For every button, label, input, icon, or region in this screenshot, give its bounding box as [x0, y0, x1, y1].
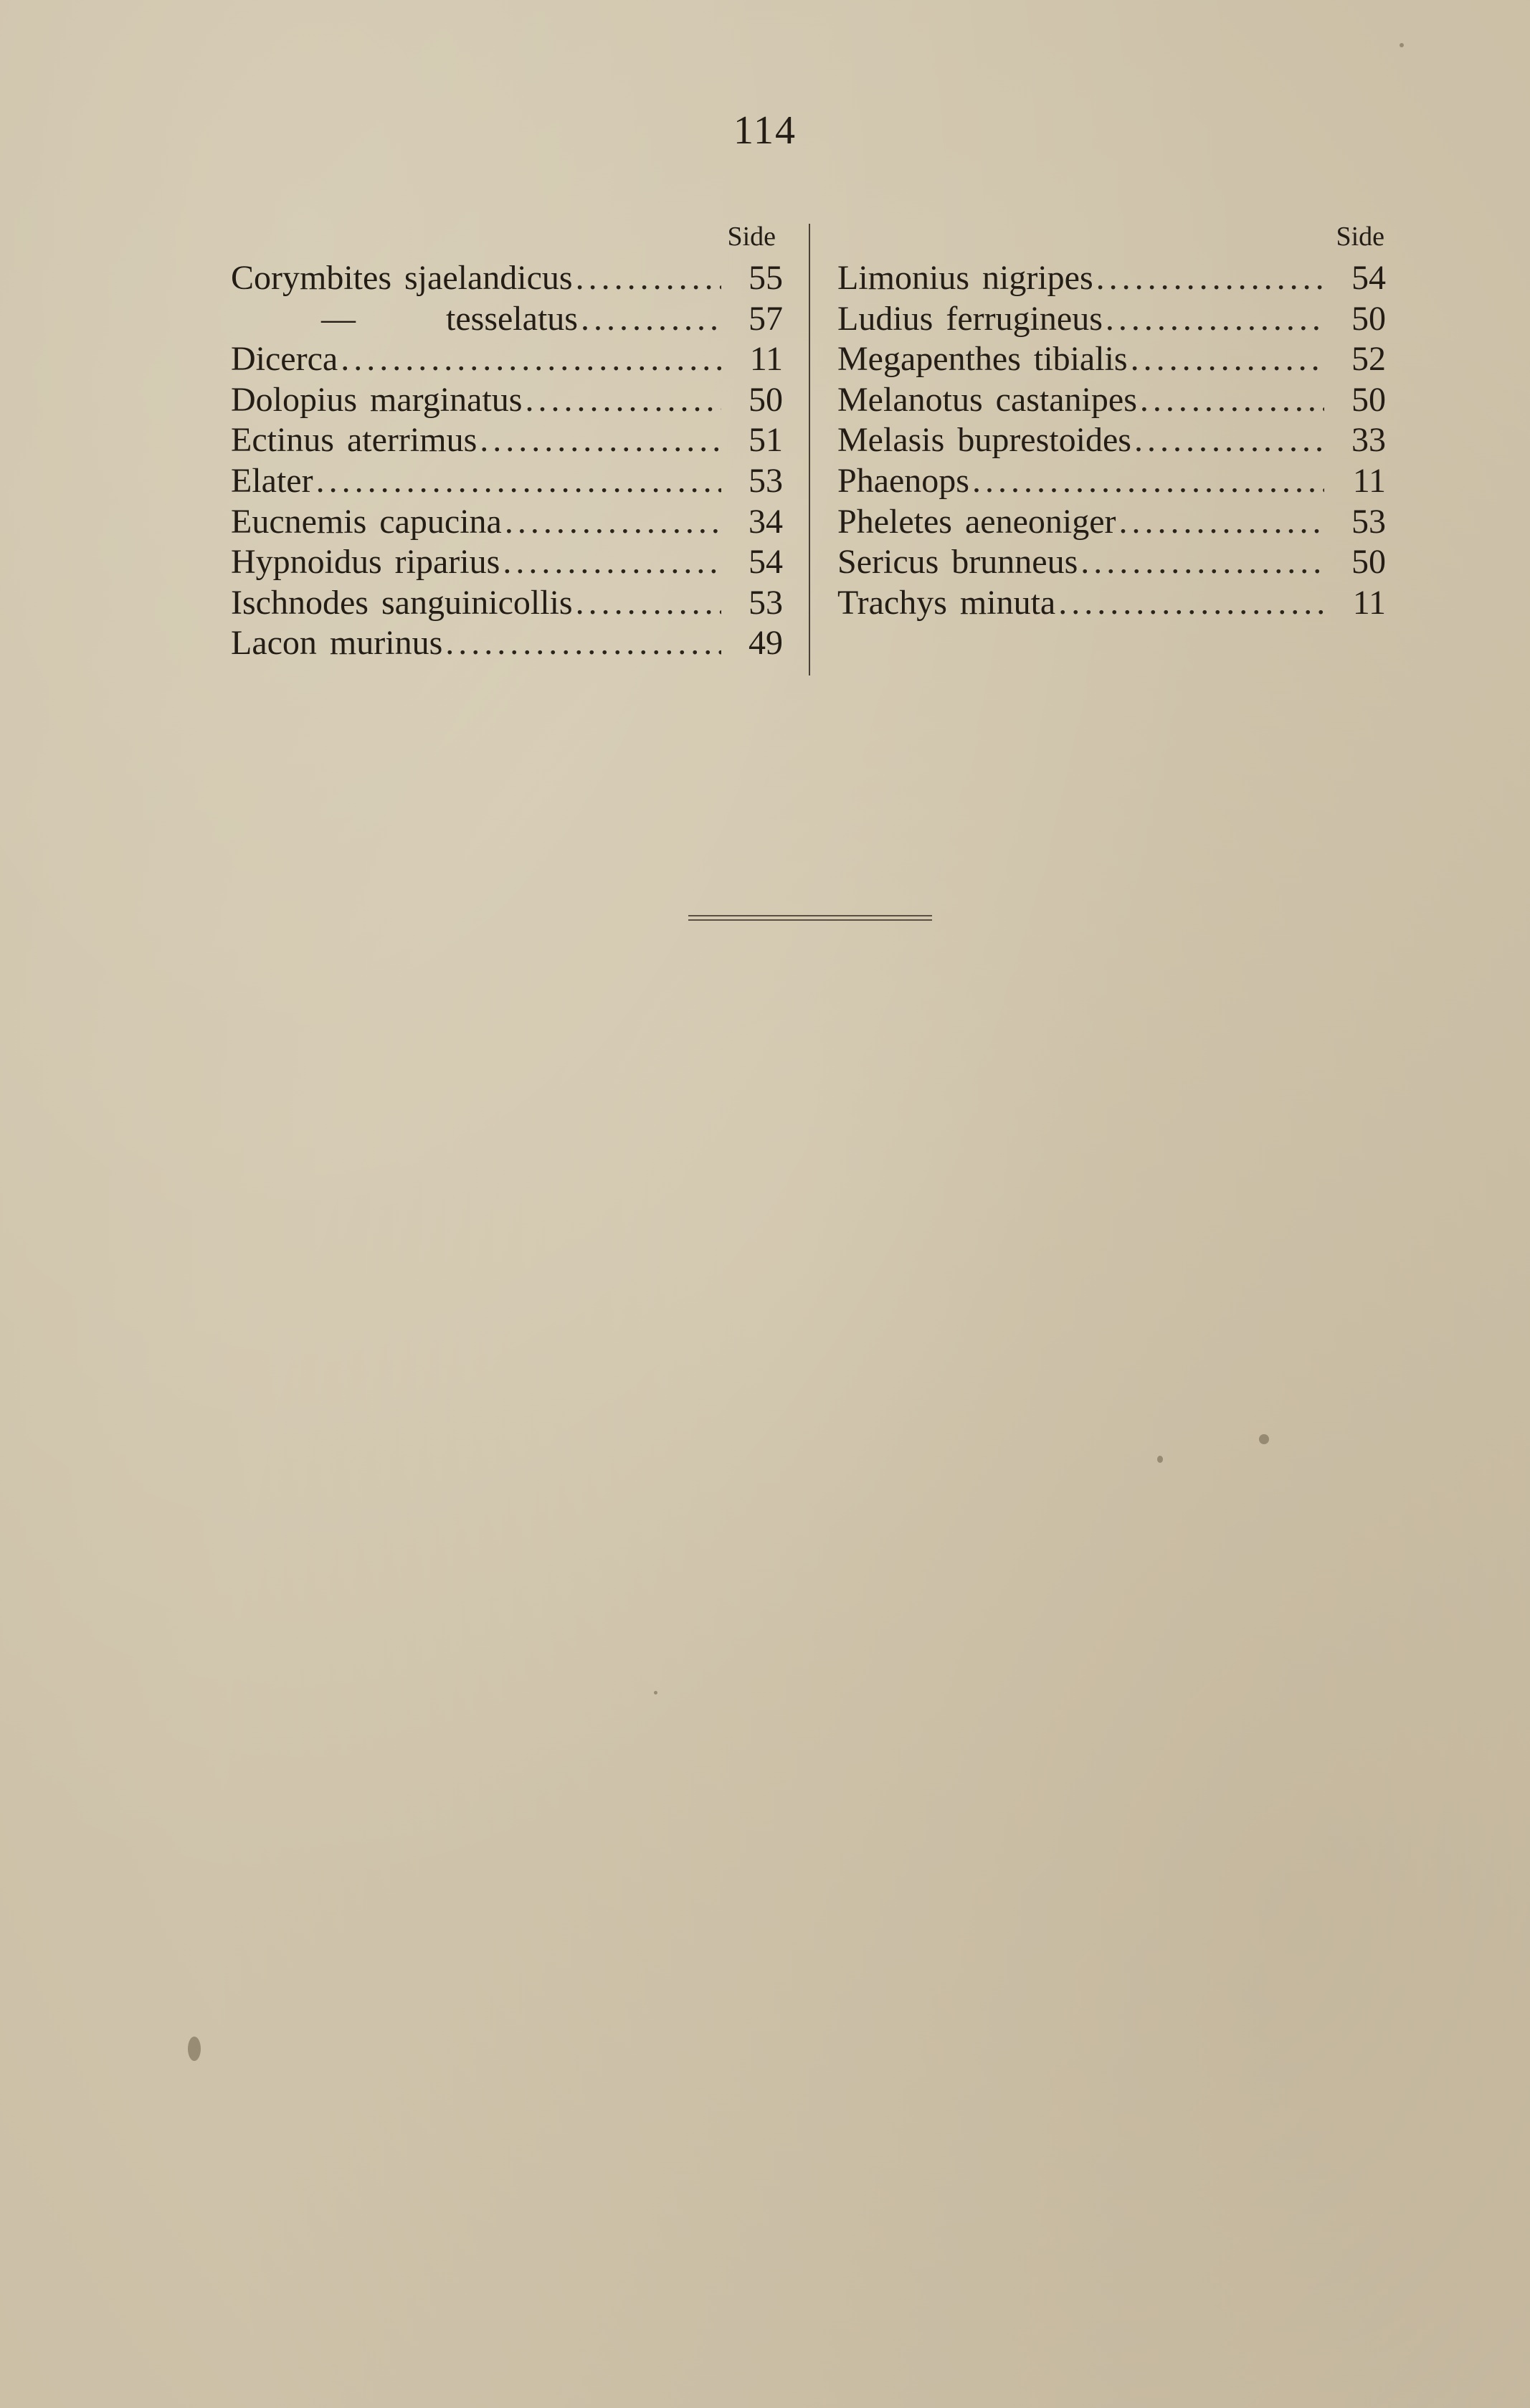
index-entry — [231, 461, 783, 502]
index-entry — [837, 420, 1386, 461]
leader-dots — [500, 542, 721, 583]
index-entry — [231, 299, 783, 340]
entry-page: 50 — [1351, 380, 1386, 419]
leader-dots — [313, 461, 721, 502]
entry-name: Pheletes aeneoniger — [837, 502, 1116, 541]
entry-page: 54 — [1351, 259, 1386, 297]
leader-dots — [338, 339, 721, 380]
index-column-right — [837, 215, 1386, 623]
entry-page: 55 — [749, 259, 783, 297]
entry-page: 33 — [1351, 421, 1386, 460]
entry-page: 53 — [749, 583, 783, 622]
entry-page: 53 — [749, 461, 783, 500]
leader-dots — [578, 299, 721, 340]
leader-dots — [1078, 542, 1324, 583]
entry-page: 54 — [749, 543, 783, 582]
index-entry — [231, 502, 783, 543]
entry-page: 11 — [1352, 583, 1386, 622]
index-entry — [837, 461, 1386, 502]
entry-page: 57 — [749, 299, 783, 338]
leader-dots — [1116, 502, 1325, 543]
index-entry — [231, 583, 783, 624]
entry-name: Ludius ferrugineus — [837, 299, 1103, 338]
entry-name: Dolopius marginatus — [231, 380, 523, 419]
entry-page: 11 — [749, 340, 783, 379]
leader-dots — [969, 461, 1324, 502]
paper-speck — [1157, 1456, 1163, 1463]
index-entry — [837, 502, 1386, 543]
index-entry — [231, 380, 783, 421]
leader-dots — [502, 502, 721, 543]
entry-name: Eucnemis capucina — [231, 502, 502, 541]
paper-speck — [1259, 1434, 1269, 1444]
end-rule-line — [688, 919, 932, 921]
index-entry — [231, 420, 783, 461]
index-column-left — [231, 215, 783, 664]
index-entry — [837, 583, 1386, 624]
entry-page: 11 — [1352, 461, 1386, 500]
entry-name: Phaenops — [837, 461, 969, 500]
entry-name: Elater — [231, 461, 313, 500]
entry-name: Ischnodes sanguinicollis — [231, 583, 573, 622]
index-entry — [231, 542, 783, 583]
entry-page: 52 — [1351, 340, 1386, 379]
index-entry — [837, 542, 1386, 583]
entry-name: Melanotus castanipes — [837, 380, 1137, 419]
entry-page: 34 — [749, 502, 783, 541]
leader-dots — [1128, 339, 1324, 380]
leader-dots — [1103, 299, 1324, 340]
entry-page: 50 — [1351, 299, 1386, 338]
entry-name: Dicerca — [231, 340, 338, 379]
end-rule — [688, 915, 932, 921]
index-entry — [231, 339, 783, 380]
index-entry — [231, 623, 783, 664]
leader-dots — [1055, 583, 1324, 624]
page-number: 114 — [733, 108, 797, 153]
entry-name: Corymbites sjaelandicus — [231, 259, 573, 297]
entry-name: Sericus brunneus — [837, 543, 1078, 582]
entry-name: Lacon murinus — [231, 624, 443, 663]
leader-dots — [573, 583, 721, 624]
leader-dots — [573, 258, 721, 299]
leader-dots — [1131, 420, 1324, 461]
entry-page: 50 — [1351, 543, 1386, 582]
entry-page: 50 — [749, 380, 783, 419]
entry-page: 53 — [1351, 502, 1386, 541]
index-entry — [231, 258, 783, 299]
entry-name: Melasis buprestoides — [837, 421, 1131, 460]
paper-speck — [188, 2037, 201, 2061]
side-column-header: Side — [1336, 222, 1384, 252]
side-column-header: Side — [727, 222, 776, 252]
column-divider — [809, 224, 810, 676]
entry-name-ditto — [231, 299, 578, 340]
paper-speck — [654, 1691, 657, 1694]
index-entry — [837, 380, 1386, 421]
index-entry — [837, 258, 1386, 299]
leader-dots — [477, 420, 721, 461]
entry-name: Megapenthes tibialis — [837, 340, 1128, 379]
entry-page: 49 — [749, 624, 783, 663]
entry-name: Limonius nigripes — [837, 259, 1093, 297]
leader-dots — [1137, 380, 1324, 421]
index-entry — [837, 339, 1386, 380]
entry-name: Trachys minuta — [837, 583, 1056, 622]
entry-name: Ectinus aterrimus — [231, 421, 477, 460]
entry-name: Hypnoidus riparius — [231, 543, 500, 582]
paper-speck — [1400, 43, 1404, 47]
leader-dots — [1093, 258, 1324, 299]
entry-page: 51 — [749, 421, 783, 460]
leader-dots — [522, 380, 721, 421]
leader-dots — [442, 623, 721, 664]
end-rule-line — [688, 915, 932, 916]
ditto-mark: — — [321, 299, 356, 338]
entry-name: tesselatus — [446, 299, 578, 338]
index-entry — [837, 299, 1386, 340]
